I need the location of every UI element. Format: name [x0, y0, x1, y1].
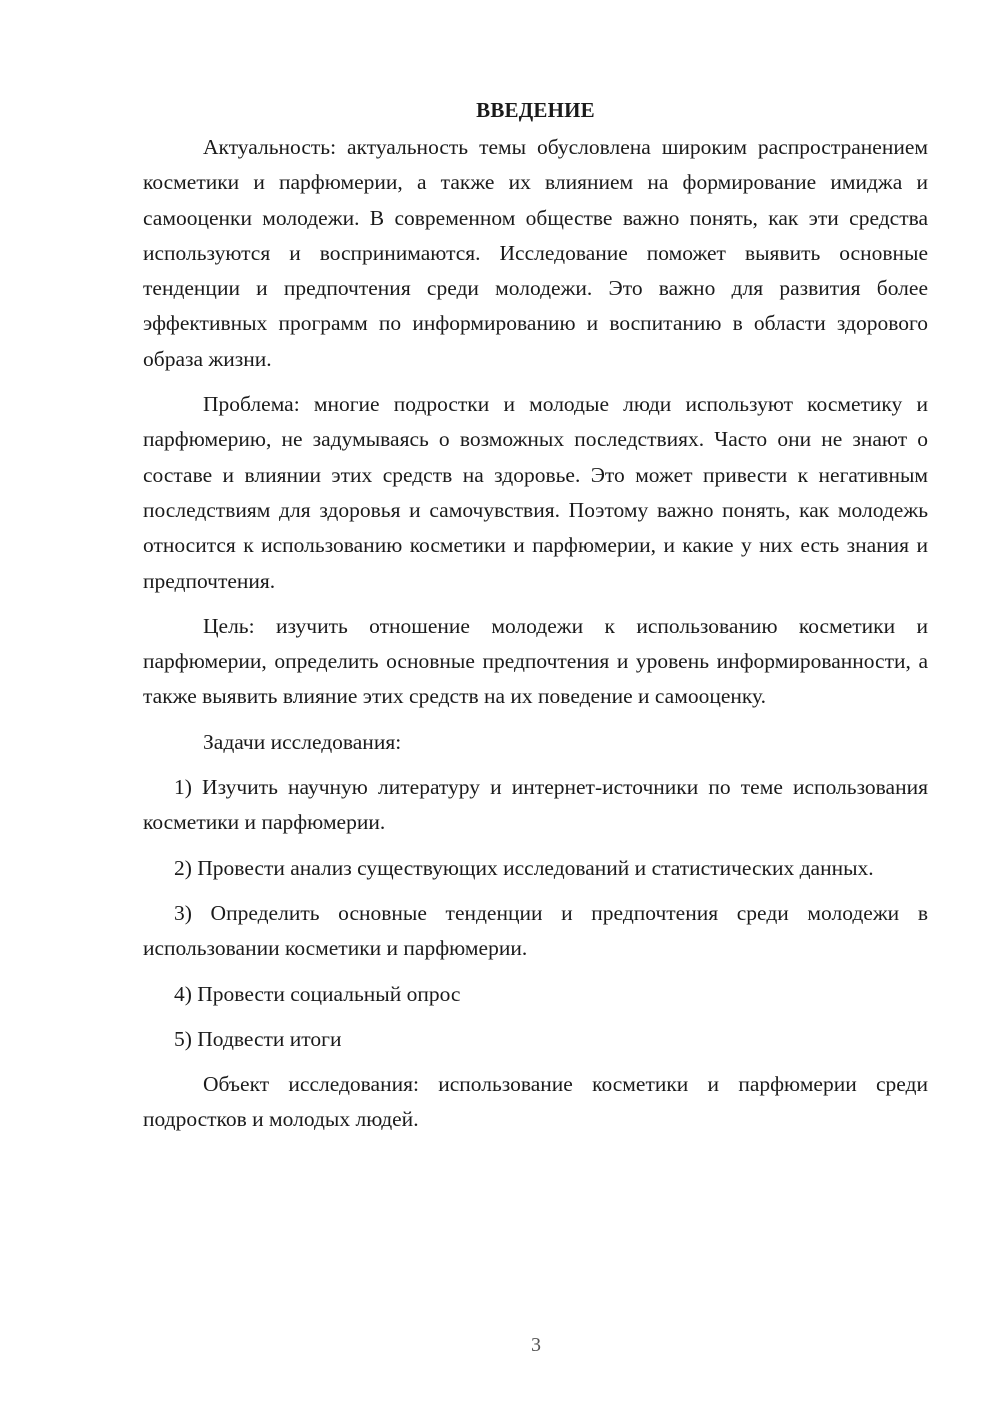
tasks-title: Задачи исследования:: [203, 729, 402, 754]
task-item: 4) Провести социальный опрос: [174, 981, 461, 1006]
section-heading: ВВЕДЕНИЕ: [476, 98, 595, 122]
task-item: 2) Провести анализ существующих исследований и статистических данных.: [174, 855, 874, 880]
task-item: 5) Подвести итоги: [174, 1026, 342, 1051]
task-item: 1) Изучить научную литературу и интернет-источники по теме использования косметики и парфюмерии.: [143, 775, 928, 835]
relevance-paragraph: Актуальность: актуальность темы обусловлена широким распространением косметики и парфюмерии, а также их влиянием на формирование имиджа и самооценки молодежи. В современном обществе важно понять, как эти средства используются и воспринимаются. Исследование поможет выявить основные тенденции и предпочтения среди молодежи. Это важно для развития более эффективных программ по информированию и воспитанию в области здорового образа жизни.: [143, 135, 928, 371]
problem-paragraph: Проблема: многие подростки и молодые люди используют косметику и парфюмерию, не задумываясь о возможных последствиях. Часто они не знают о составе и влиянии этих средств на здоровье. Это может привести к негативным последствиям для здоровья и самочувствия. Поэтому важно понять, как молодежь относится к использованию косметики и парфюмерии, и какие у них есть знания и предпочтения.: [143, 392, 928, 593]
goal-paragraph: Цель: изучить отношение молодежи к использованию косметики и парфюмерии, определить основные предпочтения и уровень информированности, а также выявить влияние этих средств на их поведение и самооценку.: [143, 613, 928, 709]
object-paragraph: Объект исследования: использование косметики и парфюмерии среди подростков и молодых людей.: [143, 1072, 928, 1132]
document-page: [143, 92, 928, 1148]
page-number: 3: [531, 1334, 541, 1356]
task-item: 3) Определить основные тенденции и предпочтения среди молодежи в использовании косметики и парфюмерии.: [143, 900, 928, 961]
